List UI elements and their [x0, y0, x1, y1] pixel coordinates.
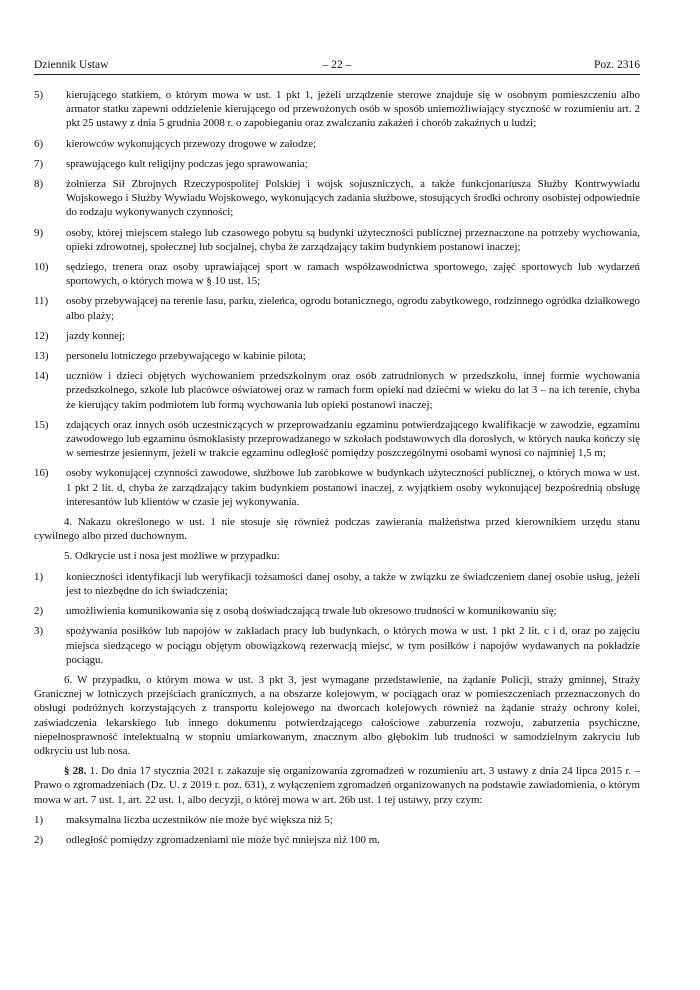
paragraph-6: 6. W przypadku, o którym mowa w ust. 3 pkt 3, jest wymagane przedstawienie, na żądanie Policji, straży gminnej, Straży Granicznej w lotniczych przejściach granicznych, a na obszarze kolejowym, w pociągach oraz w pomieszczeniach przeznaczonych do obsługi podróżnych korzystających z transportu kolejowego na dworcach kolejowych również na żądanie straży ochrony kolei, zaświadczenia lekarskiego lub innego dokumentu potwierdzającego całościowe zaburzenia rozwoju, zaburzenia psychiczne, niepełnosprawność intelektualną w stopniu umiarkowanym, znacznym albo głębokim lub trudności w samodzielnym zakryciu lub odkryciu ust lub nosa. — [34, 673, 640, 757]
list-item-number: 11) — [34, 295, 49, 308]
page-header — [34, 59, 640, 75]
list-item-number: 12) — [34, 329, 49, 342]
paragraph-4: 4. Nakazu określonego w ust. 1 nie stosuje się również podczas zawierania małżeństwa przed kierownikiem urzędu stanu cywilnego albo przed duchownym. — [34, 516, 640, 543]
list-item-number: 3) — [34, 625, 44, 638]
list-item — [34, 604, 640, 618]
list-item-number: 15) — [34, 418, 49, 431]
assembly-conditions-list — [34, 813, 640, 847]
list-item — [34, 624, 640, 667]
list-item-number: 2) — [34, 833, 44, 846]
section-28-label: § 28. — [64, 765, 87, 778]
list-item — [34, 157, 640, 171]
list-item-number: 7) — [34, 157, 44, 170]
list-item-text: odległość pomiędzy zgromadzeniami nie może być mniejsza niż 100 m. — [66, 833, 380, 846]
list-item-text: sprawującego kult religijny podczas jego sprawowania; — [66, 157, 308, 170]
uncovering-cases-list — [34, 570, 640, 667]
list-item-text: personelu lotniczego przebywającego w kabinie pilota; — [66, 350, 306, 363]
list-item-text: żołnierza Sił Zbrojnych Rzeczypospolitej Polskiej i wojsk sojuszniczych, a także funkcjonariusza Służby Kontrwywiadu Wojskowego i Służby Wywiadu Wojskowego, wykonujących zadania służbowe, stosujących środki ochrony osobistej odpowiednie do rodzaju wykonywanych czynności; — [66, 178, 640, 219]
list-item-text: osoby przebywającej na terenie lasu, parku, zieleńca, ogrodu botanicznego, ogrodu zabytkowego, rodzinnego ogródka działkowego albo plaży; — [66, 295, 640, 322]
list-item-number: 13) — [34, 350, 49, 363]
list-item-text: sędziego, trenera oraz osoby uprawiającej sport w ramach współzawodnictwa sportowego, zajęć sportowych lub wydarzeń sportowych, o których mowa w § 10 ust. 15; — [66, 261, 640, 288]
exemption-list — [34, 88, 640, 509]
list-item-text: maksymalna liczba uczestników nie może być większa niż 5; — [66, 813, 333, 826]
list-item-text: konieczności identyfikacji lub weryfikacji tożsamości danej osoby, a także w związku ze świadczeniem danej osobie usług, jeżeli jest to niezbędne do ich świadczenia; — [66, 570, 640, 597]
list-item — [34, 329, 640, 343]
list-item — [34, 833, 640, 847]
list-item-text: zdających oraz innych osób uczestniczących w przeprowadzaniu egzaminu potwierdzającego kwalifikacje w zawodzie, egzaminu zawodowego lub egzaminu ósmoklasisty przeprowadzanego w szkołach podstawowych dla dorosłych, w których nauka kończy się w semestrze jesiennym, jeżeli w trakcie egzaminu odległość pomiędzy poszczególnymi osobami wynosi co najmniej 1,5 m; — [66, 418, 640, 460]
list-item — [34, 349, 640, 363]
journal-name: Dziennik Ustaw — [34, 59, 109, 71]
list-item — [34, 137, 640, 151]
list-item — [34, 369, 640, 412]
section-28-paragraph — [34, 764, 640, 807]
list-item-number: 5) — [34, 89, 44, 101]
list-item-number: 9) — [34, 226, 44, 239]
list-item — [34, 570, 640, 598]
list-item-number: 8) — [34, 178, 44, 191]
list-item-number: 14) — [34, 370, 49, 383]
list-item-text: kierującego statkiem, o którym mowa w ust. 1 pkt 1, jeżeli urządzenie sterowe znajduje się w osobnym pomieszczeniu albo armator statku zapewni oddzielenie kierującego od przewożonych osób w sposób uniemożliwiający styczność w rozumieniu art. 2 pkt 25 ustawy z dnia 5 grudnia 2008 r. o zapobieganiu oraz zwalczaniu zakażeń i chorób zakaźnych u ludzi; — [66, 89, 640, 130]
list-item-number: 16) — [34, 467, 49, 480]
list-item-number: 2) — [34, 605, 44, 618]
list-item-text: kierowców wykonujących przewozy drogowe w załodze; — [66, 137, 317, 150]
list-item-text: osoby, której miejscem stałego lub czasowego pobytu są budynki użyteczności publicznej przeznaczone na potrzeby wychowania, opieki zdrowotnej, społecznej lub socjalnej, chyba że zarządzający takim budynkiem postanowi inaczej; — [66, 226, 640, 253]
position-number: Poz. 2316 — [594, 59, 640, 71]
list-item-text: jazdy konnej; — [66, 329, 125, 342]
list-item — [34, 294, 640, 322]
list-item-text: spożywania posiłków lub napojów w zakładach pracy lub budynkach, o których mowa w ust. 1 pkt 2 lit. c i d, oraz po zajęciu miejsca siedzącego w pociągu objętym obowiązkową rezerwacją miejsc, w tym posiłków i napojów wydawanych na pokładzie pociągu. — [66, 625, 640, 666]
list-item-text: osoby wykonującej czynności zawodowe, służbowe lub zarobkowe w budynkach użyteczności publicznej, o których mowa w ust. 1 pkt 2 lit. d, chyba że zarządzający takim budynkiem postanowi inaczej, z wyjątkiem osoby wykonującej bezpośrednią obsługę interesantów lub klientów w czasie jej wykonywania. — [66, 467, 640, 508]
page-number: – 22 – — [322, 59, 352, 71]
list-item-text: uczniów i dzieci objętych wychowaniem przedszkolnym oraz osób zatrudnionych w przedszkolu, innej formie wychowania przedszkolnego, szkole lub placówce oświatowej oraz w ramach form opieki nad dziećmi w wieku do lat 3 – na ich terenie, chyba że kierujący takim podmiotem lub formą wychowania lub opieki postanowi inaczej; — [66, 370, 640, 411]
list-item-number: 1) — [34, 570, 44, 583]
list-item-text: umożliwienia komunikowania się z osobą doświadczającą trwale lub okresowo trudności w komunikowaniu się; — [66, 605, 557, 618]
list-item-number: 1) — [34, 813, 44, 826]
list-item — [34, 418, 640, 461]
document-body — [34, 88, 640, 853]
list-item — [34, 177, 640, 220]
list-item — [34, 226, 640, 254]
list-item — [34, 260, 640, 288]
paragraph-5: 5. Odkrycie ust i nosa jest możliwe w przypadku: — [64, 550, 280, 563]
list-item — [34, 466, 640, 509]
list-item — [34, 88, 640, 131]
list-item — [34, 813, 640, 827]
section-28-text: 1. Do dnia 17 stycznia 2021 r. zakazuje się organizowania zgromadzeń w rozumieniu art. 3 ustawy z dnia 24 lipca 2015 r. – Prawo o zgromadzeniach (Dz. U. z 2019 r. poz. 631), z wyłączeniem zgromadzeń organizowanych na podstawie zawiadomienia, o którym mowa w art. 7 ust. 1, art. 22 ust. 1, albo decyzji, o której mowa w art. 26b ust. 1 tej ustawy, przy czym: — [34, 765, 641, 806]
list-item-number: 6) — [34, 137, 44, 150]
list-item-number: 10) — [34, 261, 49, 274]
